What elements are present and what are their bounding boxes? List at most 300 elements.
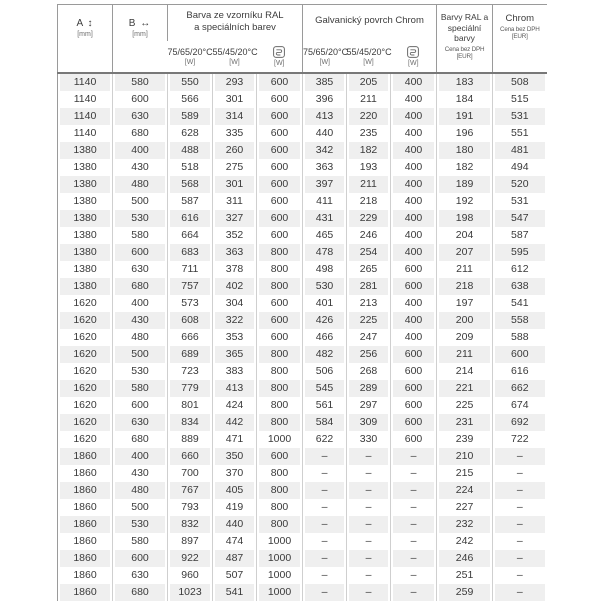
subheader-chrome-75-65-20: 75/65/20°C [W] [303, 41, 347, 73]
cell: 254 [347, 244, 391, 261]
cell: 196 [437, 125, 493, 142]
cell: 184 [437, 91, 493, 108]
cell: 600 [257, 295, 303, 312]
cell: 1860 [58, 499, 113, 516]
cell: 800 [257, 499, 303, 516]
cell: 385 [303, 73, 347, 91]
cell: 683 [168, 244, 213, 261]
cell: 1860 [58, 448, 113, 465]
cell: 800 [257, 380, 303, 397]
cell: 293 [213, 73, 257, 91]
cell: 1620 [58, 380, 113, 397]
table-row [58, 482, 547, 499]
table-row [58, 584, 547, 601]
cell: 211 [437, 346, 493, 363]
cell: 1380 [58, 142, 113, 159]
table-body [58, 73, 547, 601]
cell: – [303, 533, 347, 550]
cell: 767 [168, 482, 213, 499]
cell: 224 [437, 482, 493, 499]
cell: 197 [437, 295, 493, 312]
cell: 431 [303, 210, 347, 227]
cell: 400 [391, 73, 437, 91]
cell: – [347, 499, 391, 516]
cell: 396 [303, 91, 347, 108]
cell: – [391, 465, 437, 482]
cell: 664 [168, 227, 213, 244]
cell: 1000 [257, 533, 303, 550]
cell: – [391, 516, 437, 533]
cell: 662 [493, 380, 547, 397]
cell: 191 [437, 108, 493, 125]
cell: 722 [493, 431, 547, 448]
cell: 1000 [257, 431, 303, 448]
cell: 600 [257, 312, 303, 329]
cell: 692 [493, 414, 547, 431]
cell: 531 [493, 193, 547, 210]
cell: 275 [213, 159, 257, 176]
cell: 231 [437, 414, 493, 431]
cell: 580 [113, 533, 168, 550]
cell: 1000 [257, 550, 303, 567]
cell: 1380 [58, 159, 113, 176]
spec-price-table [57, 4, 546, 601]
cell: 1620 [58, 329, 113, 346]
cell: 600 [113, 91, 168, 108]
cell: 301 [213, 91, 257, 108]
cell: 400 [391, 91, 437, 108]
table-row [58, 261, 547, 278]
cell: 304 [213, 295, 257, 312]
cell: 600 [257, 159, 303, 176]
table-row [58, 431, 547, 448]
cell: 330 [347, 431, 391, 448]
cell: 1380 [58, 176, 113, 193]
cell: 400 [391, 329, 437, 346]
cell: 281 [347, 278, 391, 295]
table-row [58, 108, 547, 125]
cell: 518 [168, 159, 213, 176]
cell: – [493, 499, 547, 516]
subheader-chrome-electric: [W] [391, 41, 437, 73]
cell: 832 [168, 516, 213, 533]
table-row [58, 159, 547, 176]
cell: 400 [391, 159, 437, 176]
cell: 580 [113, 380, 168, 397]
table-row [58, 465, 547, 482]
cell: 530 [113, 210, 168, 227]
cell: 800 [257, 465, 303, 482]
cell: 889 [168, 431, 213, 448]
cell: 1140 [58, 108, 113, 125]
table-row [58, 210, 547, 227]
cell: 1860 [58, 550, 113, 567]
cell: 211 [347, 176, 391, 193]
cell: 500 [113, 346, 168, 363]
cell: 204 [437, 227, 493, 244]
cell: 608 [168, 312, 213, 329]
cell: 413 [213, 380, 257, 397]
cell: 1620 [58, 346, 113, 363]
cell: 426 [303, 312, 347, 329]
cell: 256 [347, 346, 391, 363]
cell: 508 [493, 73, 547, 91]
cell: 400 [391, 108, 437, 125]
cell: 600 [391, 346, 437, 363]
cell: 666 [168, 329, 213, 346]
cell: 800 [257, 278, 303, 295]
cell: 220 [347, 108, 391, 125]
cell: 558 [493, 312, 547, 329]
cell: 1860 [58, 465, 113, 482]
cell: 482 [303, 346, 347, 363]
cell: 600 [113, 397, 168, 414]
cell: 530 [113, 516, 168, 533]
cell: 1380 [58, 227, 113, 244]
cell: – [347, 516, 391, 533]
cell: 630 [113, 261, 168, 278]
cell: – [493, 465, 547, 482]
cell: 1620 [58, 414, 113, 431]
cell: 587 [493, 227, 547, 244]
cell: 314 [213, 108, 257, 125]
cell: 545 [303, 380, 347, 397]
horizontal-arrow-icon: ↔ [140, 18, 152, 29]
cell: 1380 [58, 261, 113, 278]
subheader-ral-electric: [W] [257, 41, 303, 73]
cell: 1380 [58, 278, 113, 295]
cell: 800 [257, 482, 303, 499]
cell: 480 [113, 329, 168, 346]
cell: 363 [213, 244, 257, 261]
cell: 561 [303, 397, 347, 414]
width-b-unit: [mm] [132, 31, 148, 38]
table-row [58, 295, 547, 312]
cell: 1023 [168, 584, 213, 601]
cell: 474 [213, 533, 257, 550]
cell: 322 [213, 312, 257, 329]
cell: 400 [391, 227, 437, 244]
cell: – [493, 533, 547, 550]
cell: 680 [113, 431, 168, 448]
cell: – [391, 584, 437, 601]
cell: 198 [437, 210, 493, 227]
cell: 480 [113, 176, 168, 193]
cell: 268 [347, 363, 391, 380]
cell: – [347, 533, 391, 550]
cell: – [391, 567, 437, 584]
cell: 413 [303, 108, 347, 125]
cell: 600 [257, 142, 303, 159]
cell: 400 [391, 210, 437, 227]
cell: 600 [493, 346, 547, 363]
cell: 365 [213, 346, 257, 363]
cell: 352 [213, 227, 257, 244]
cell: 214 [437, 363, 493, 380]
cell: 600 [257, 193, 303, 210]
table-row [58, 516, 547, 533]
cell: 487 [213, 550, 257, 567]
cell: 411 [303, 193, 347, 210]
table-row [58, 567, 547, 584]
cell: 600 [391, 431, 437, 448]
cell: 400 [391, 125, 437, 142]
cell: – [303, 567, 347, 584]
cell: 430 [113, 312, 168, 329]
table-row [58, 499, 547, 516]
cell: 221 [437, 380, 493, 397]
heating-element-icon [407, 46, 419, 58]
cell: 800 [257, 414, 303, 431]
cell: 622 [303, 431, 347, 448]
cell: 301 [213, 176, 257, 193]
cell: 1140 [58, 73, 113, 91]
cell: 327 [213, 210, 257, 227]
cell: 400 [113, 142, 168, 159]
chrome-price-subtitle: Cena bez DPH [EUR] [499, 26, 540, 40]
cell: 580 [113, 227, 168, 244]
cell: 541 [493, 295, 547, 312]
cell: 405 [213, 482, 257, 499]
cell: 531 [493, 108, 547, 125]
cell: 1620 [58, 397, 113, 414]
cell: 1860 [58, 516, 113, 533]
cell: 600 [257, 91, 303, 108]
ral-price-title: Barvy RAL a speciální barvy [440, 12, 489, 44]
cell: 800 [257, 346, 303, 363]
cell: 834 [168, 414, 213, 431]
cell: 227 [437, 499, 493, 516]
cell: 1620 [58, 295, 113, 312]
cell: 588 [493, 329, 547, 346]
cell: 800 [257, 397, 303, 414]
cell: 600 [391, 380, 437, 397]
cell: 800 [257, 261, 303, 278]
cell: 401 [303, 295, 347, 312]
cell: 506 [303, 363, 347, 380]
cell: 801 [168, 397, 213, 414]
chrome-group-title: Galvanický povrch Chrom [315, 15, 424, 26]
cell: 660 [168, 448, 213, 465]
table-row [58, 397, 547, 414]
cell: 1140 [58, 125, 113, 142]
cell: 1860 [58, 567, 113, 584]
cell: – [493, 516, 547, 533]
header-group-row [58, 5, 547, 41]
cell: 211 [347, 91, 391, 108]
cell: – [391, 499, 437, 516]
cell: 500 [113, 193, 168, 210]
cell: 246 [437, 550, 493, 567]
cell: 630 [113, 567, 168, 584]
cell: 600 [257, 448, 303, 465]
cell: 342 [303, 142, 347, 159]
table-row [58, 329, 547, 346]
cell: 600 [257, 227, 303, 244]
cell: 1140 [58, 91, 113, 108]
cell: 440 [213, 516, 257, 533]
cell: 430 [113, 465, 168, 482]
cell: 566 [168, 91, 213, 108]
cell: 260 [213, 142, 257, 159]
cell: 1000 [257, 567, 303, 584]
cell: 541 [213, 584, 257, 601]
cell: 215 [437, 465, 493, 482]
cell: – [303, 465, 347, 482]
cell: 397 [303, 176, 347, 193]
cell: 616 [168, 210, 213, 227]
cell: 225 [437, 397, 493, 414]
cell: 193 [347, 159, 391, 176]
cell: 209 [437, 329, 493, 346]
cell: 465 [303, 227, 347, 244]
cell: 309 [347, 414, 391, 431]
heating-element-icon [273, 46, 285, 58]
cell: 1860 [58, 482, 113, 499]
cell: 757 [168, 278, 213, 295]
cell: 471 [213, 431, 257, 448]
cell: 600 [113, 244, 168, 261]
cell: 182 [437, 159, 493, 176]
cell: – [391, 533, 437, 550]
cell: 400 [113, 295, 168, 312]
table-row [58, 414, 547, 431]
ral-group-title: Barva ze vzorníku RAL a speciálních barev [186, 10, 284, 34]
cell: 218 [347, 193, 391, 210]
vertical-arrow-icon: ↕ [87, 18, 94, 29]
cell: 189 [437, 176, 493, 193]
cell: 488 [168, 142, 213, 159]
cell: 595 [493, 244, 547, 261]
cell: 498 [303, 261, 347, 278]
cell: 1860 [58, 584, 113, 601]
cell: 547 [493, 210, 547, 227]
cell: 440 [303, 125, 347, 142]
width-b-label: B ↔ [128, 18, 152, 29]
cell: 600 [257, 210, 303, 227]
cell: 1380 [58, 210, 113, 227]
cell: 723 [168, 363, 213, 380]
table-row [58, 91, 547, 108]
cell: 568 [168, 176, 213, 193]
cell: 400 [113, 448, 168, 465]
column-header-height-a [58, 5, 113, 73]
table-row [58, 142, 547, 159]
cell: 800 [257, 244, 303, 261]
cell: 378 [213, 261, 257, 278]
cell: 520 [493, 176, 547, 193]
table-row [58, 176, 547, 193]
cell: – [493, 584, 547, 601]
cell: 922 [168, 550, 213, 567]
radiator-spec-table [57, 4, 547, 601]
table-row [58, 550, 547, 567]
cell: 500 [113, 499, 168, 516]
cell: 800 [257, 363, 303, 380]
cell: 1000 [257, 584, 303, 601]
table-header [58, 5, 547, 73]
cell: 700 [168, 465, 213, 482]
cell: 225 [347, 312, 391, 329]
cell: – [303, 482, 347, 499]
cell: 580 [113, 73, 168, 91]
cell: – [347, 584, 391, 601]
group-header-chrome-surface [303, 5, 437, 41]
table-row [58, 448, 547, 465]
cell: – [347, 448, 391, 465]
cell: 363 [303, 159, 347, 176]
cell: 630 [113, 108, 168, 125]
cell: 251 [437, 567, 493, 584]
cell: – [391, 550, 437, 567]
cell: 1380 [58, 244, 113, 261]
cell: 960 [168, 567, 213, 584]
cell: 183 [437, 73, 493, 91]
column-header-width-b [113, 5, 168, 73]
column-header-ral-price [437, 5, 493, 73]
cell: 779 [168, 380, 213, 397]
cell: – [303, 584, 347, 601]
cell: 213 [347, 295, 391, 312]
height-a-unit: [mm] [77, 31, 93, 38]
cell: 689 [168, 346, 213, 363]
table-row [58, 380, 547, 397]
cell: 674 [493, 397, 547, 414]
cell: 218 [437, 278, 493, 295]
cell: 235 [347, 125, 391, 142]
cell: – [391, 482, 437, 499]
table-row [58, 227, 547, 244]
cell: 297 [347, 397, 391, 414]
cell: 1860 [58, 533, 113, 550]
cell: 600 [257, 329, 303, 346]
cell: 711 [168, 261, 213, 278]
cell: 200 [437, 312, 493, 329]
cell: 616 [493, 363, 547, 380]
cell: 311 [213, 193, 257, 210]
cell: 232 [437, 516, 493, 533]
cell: 370 [213, 465, 257, 482]
cell: 612 [493, 261, 547, 278]
cell: 515 [493, 91, 547, 108]
cell: 424 [213, 397, 257, 414]
cell: 442 [213, 414, 257, 431]
cell: 680 [113, 278, 168, 295]
cell: 207 [437, 244, 493, 261]
cell: 793 [168, 499, 213, 516]
cell: 205 [347, 73, 391, 91]
cell: – [303, 448, 347, 465]
cell: 628 [168, 125, 213, 142]
cell: 630 [113, 414, 168, 431]
cell: 600 [391, 363, 437, 380]
cell: 210 [437, 448, 493, 465]
column-header-chrome-price [493, 5, 547, 73]
cell: 480 [113, 482, 168, 499]
cell: 400 [391, 193, 437, 210]
cell: 600 [391, 261, 437, 278]
cell: 419 [213, 499, 257, 516]
cell: 400 [391, 176, 437, 193]
cell: – [493, 567, 547, 584]
cell: 494 [493, 159, 547, 176]
cell: – [347, 465, 391, 482]
cell: 353 [213, 329, 257, 346]
cell: 600 [391, 278, 437, 295]
cell: 1380 [58, 193, 113, 210]
cell: 507 [213, 567, 257, 584]
cell: 466 [303, 329, 347, 346]
